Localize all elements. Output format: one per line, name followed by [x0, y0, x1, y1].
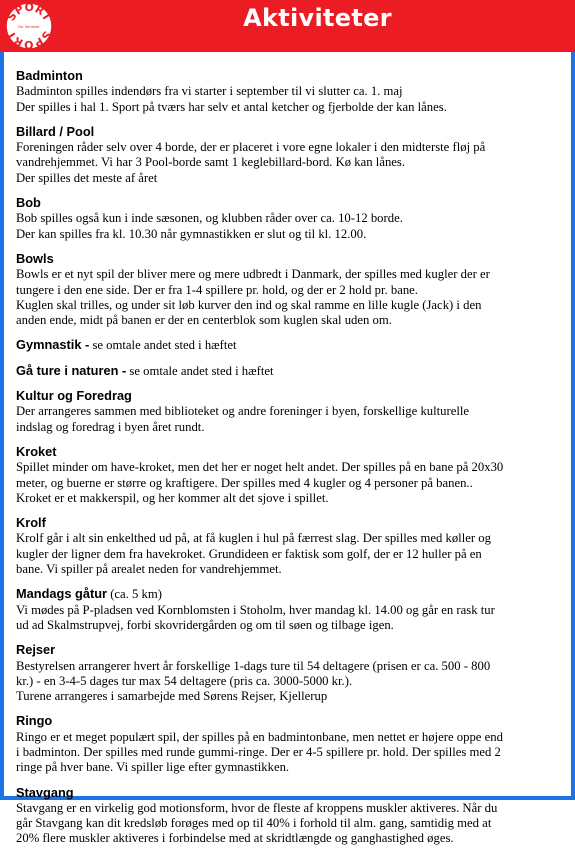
section-heading-row [16, 124, 561, 140]
section-heading: Badminton [16, 68, 83, 83]
section-text-line: Bowls er et nyt spil der bliver mere og mere udbredt i Danmark, der spilles med kugler der er [16, 267, 490, 282]
section-gymnastik [16, 337, 561, 353]
section-heading: Mandags gåtur [16, 586, 108, 602]
section-kroket [16, 444, 561, 506]
section-heading-row [16, 251, 561, 267]
section-heading-row [16, 444, 561, 460]
section-text-line: tungere i den ene side. Der er fra 1-4 spillere pr. hold, og der er 2 hold pr. bane. [16, 282, 418, 297]
section-heading-row [16, 785, 561, 801]
section-text-line: bane. Vi spiller på arealet neden for vandrehjemmet. [16, 562, 282, 577]
section-krolf [16, 515, 561, 577]
section-text-line: anden ende, midt på banen er der en centerblok som kuglen skal uden om. [16, 313, 392, 328]
section-text-line: Turene arrangeres i samarbejde med Sørens Rejser, Kjellerup [16, 689, 328, 704]
section-note: se omtale andet sted i hæftet [89, 338, 237, 353]
sport-logo [4, 1, 54, 51]
section-text-line: Ringo er et meget populært spil, der spilles på en badmintonbane, men nettet er højere oppe end [16, 729, 503, 744]
header-bar [0, 0, 575, 52]
section-bob [16, 195, 561, 242]
section-heading-row [16, 515, 561, 531]
section-heading-row [16, 642, 561, 658]
section-heading: Billard / Pool [16, 123, 95, 139]
section-gaa-ture [16, 363, 561, 379]
section-bowls [16, 251, 561, 328]
section-text-line: kugler der ligner dem fra havekroket. Grundideen er faktisk som golf, der er 12 huller på en [16, 546, 482, 561]
section-heading-row [16, 337, 561, 353]
page-title: Aktiviteter [243, 4, 392, 32]
section-text-line: kr.) - en 3-4-5 dages tur max 54 deltagere (pris ca. 3000-5000 kr.). [16, 673, 353, 688]
section-heading: Krolf [16, 515, 46, 531]
section-text-line: Badminton spilles indendørs fra vi starter i september til vi slutter ca. 1. maj [16, 84, 403, 99]
section-heading: Ringo [16, 713, 53, 729]
section-note: (ca. 5 km) [107, 587, 162, 602]
logo-subtext: For Seniorer [18, 25, 40, 29]
section-heading: Bowls [16, 250, 54, 266]
section-heading-row [16, 713, 561, 729]
section-heading: Stavgang [16, 784, 74, 800]
section-stavgang [16, 785, 561, 847]
section-text-line: Bob spilles også kun i inde sæsonen, og klubben råder over ca. 10-12 borde. [16, 211, 403, 226]
activities-list [16, 68, 561, 856]
section-heading: Gå ture i naturen - [16, 362, 127, 378]
section-text-line: Spillet minder om have-kroket, men det her er noget helt andet. Der spilles på en bane på 20x30 [16, 460, 504, 475]
section-text-line: Bestyrelsen arrangerer hvert år forskellige 1-dags ture til 54 deltagere (prisen er ca. 500 - 800 [16, 658, 491, 673]
section-text-line: Der spilles i hal 1. Sport på tværs har selv et antal ketcher og fjerbolde der kan lånes. [16, 99, 447, 114]
section-note: se omtale andet sted i hæftet [126, 363, 274, 378]
section-kultur [16, 388, 561, 435]
section-heading-row [16, 363, 561, 379]
section-text-line: Der arrangeres sammen med biblioteket og andre foreninger i byen, forskellige kulturelle [16, 404, 470, 419]
logo-text-top: SPORT [4, 1, 54, 24]
section-text-line: meter, og buerne er større og kraftigere. Der spilles med 4 kugler og 4 personer på banen.. [16, 475, 473, 490]
section-text-line: Kroket er et makkerspil, og her kommer alt det sjove i spillet. [16, 490, 329, 505]
section-badminton [16, 68, 561, 115]
section-heading-row [16, 586, 561, 602]
section-text-line: ringe på hver bane. Vi spiller lige efter gymnastikken. [16, 760, 290, 775]
logo-text-bottom: SPORT [4, 28, 54, 51]
section-text-line: 20% flere muskler aktiveres i forbindelse med at skridtlængde og ganghastighed øges. [16, 831, 454, 846]
section-text-line: Krolf går i alt sin enkelthed ud på, at få kuglen i hul på færrest slag. Der spilles med køller og [16, 531, 491, 546]
section-heading: Kroket [16, 443, 57, 459]
section-text-line: vandrehjemmet. Vi har 3 Pool-borde samt 1 keglebillard-bord. Kø kan lånes. [16, 155, 406, 170]
section-text-line: ud ad Skalmstrupvej, forbi skovridergården og om til søen og tilbage igen. [16, 617, 394, 632]
section-heading: Bob [16, 195, 41, 211]
section-heading-row [16, 68, 561, 84]
section-text-line: går Stavgang kan dit kredsløb forøges med op til 40% i forhold til alm. gang, samtidig med at [16, 816, 492, 831]
section-text-line: Stavgang er en virkelig god motionsform, hvor de fleste af kroppens muskler aktiveres. Når du [16, 800, 498, 815]
section-text-line: Kuglen skal trilles, og under sit løb kurver den ind og skal ramme en lille kugle (Jack) i den [16, 297, 482, 312]
section-text-line: Der spilles det meste af året [16, 170, 158, 185]
section-text-line: i badminton. Der spilles med runde gummi-ringe. Der er 4-5 spillere pr. hold. Der spilles med 2 [16, 744, 501, 759]
section-rejser [16, 642, 561, 704]
section-heading-row [16, 195, 561, 211]
section-text-line: Vi mødes på P-pladsen ved Kornblomsten i Stoholm, hver mandag kl. 14.00 og går en rask tur [16, 602, 495, 617]
section-heading: Kultur og Foredrag [16, 388, 132, 404]
section-billard [16, 124, 561, 186]
section-text-line: Der kan spilles fra kl. 10.30 når gymnastikken er slut og til kl. 12.00. [16, 226, 367, 241]
section-text-line: Foreningen råder selv over 4 borde, der er placeret i vore egne lokaler i den midterste fløj på [16, 140, 486, 155]
section-heading: Rejser [16, 642, 56, 658]
section-text-line: indslag og foredrag i byen året rundt. [16, 419, 205, 434]
section-heading-row [16, 388, 561, 404]
section-mandags-gaatur [16, 586, 561, 633]
section-heading: Gymnastik - [16, 337, 90, 353]
section-ringo [16, 713, 561, 775]
